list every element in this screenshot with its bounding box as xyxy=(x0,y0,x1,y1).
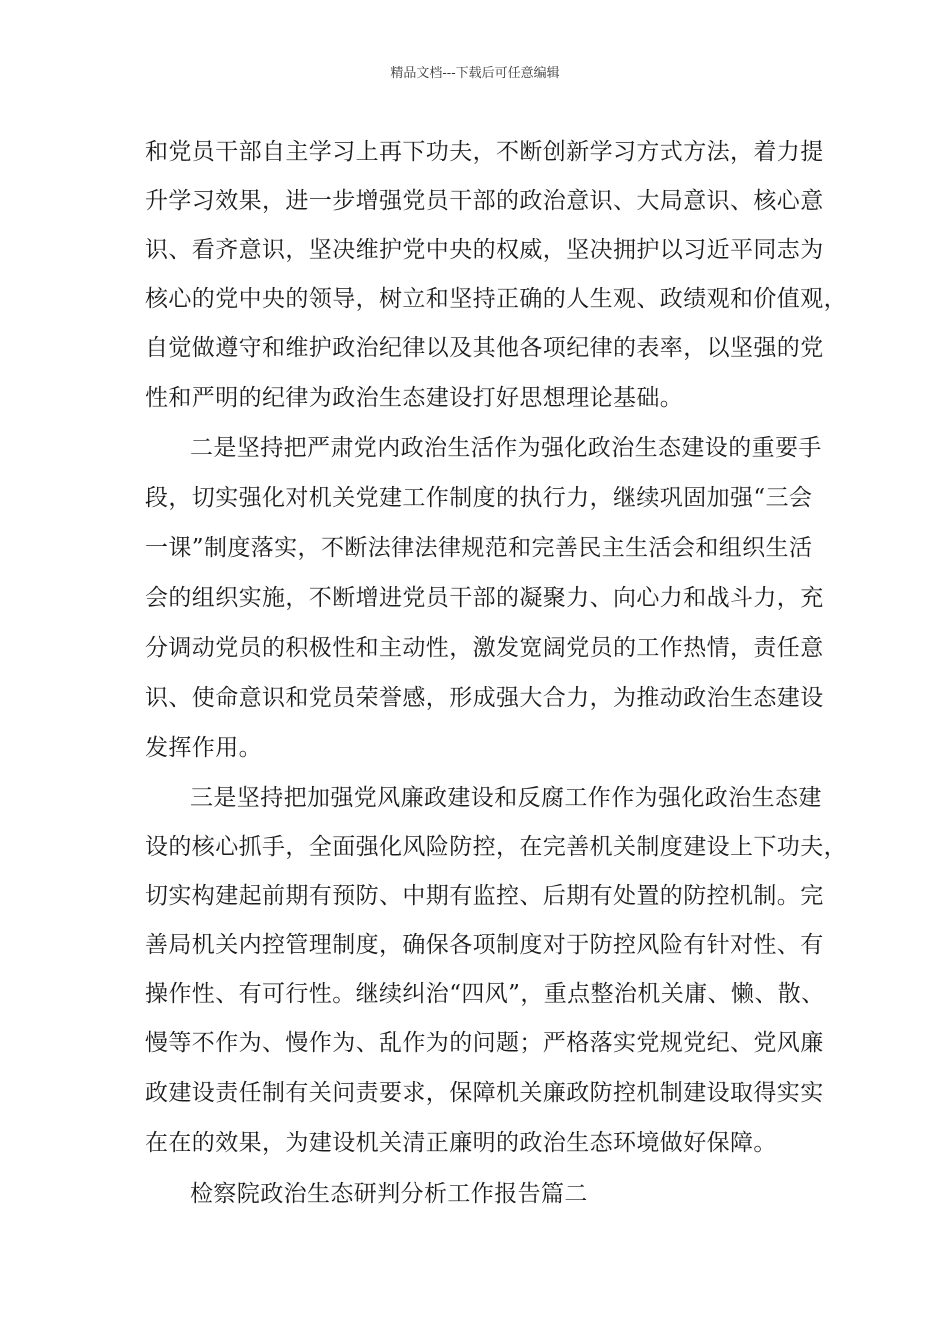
text-line: 慢等不作为、慢作为、乱作为的问题；严格落实党规党纪、党风廉 xyxy=(145,1030,824,1056)
text-line: 自觉做遵守和维护政治纪律以及其他各项纪律的表率，以坚强的党 xyxy=(145,335,824,361)
page-header: 精品文档---下载后可任意编辑 xyxy=(390,66,560,81)
text-line: 识、看齐意识，坚决维护党中央的权威，坚决拥护以习近平同志为 xyxy=(145,237,824,263)
text-line: 会的组织实施，不断增进党员干部的凝聚力、向心力和战斗力，充 xyxy=(145,585,824,611)
text-line: 分调动党员的积极性和主动性，激发宽阔党员的工作热情，责任意 xyxy=(145,635,824,661)
text-line: 核心的党中央的领导，树立和坚持正确的人生观、政绩观和价值观， xyxy=(145,286,847,312)
text-line: 识、使命意识和党员荣誉感，形成强大合力，为推动政治生态建设 xyxy=(145,685,824,711)
text-line: 发挥作用。 xyxy=(145,735,262,761)
text-line: 和党员干部自主学习上再下功夫，不断创新学习方式方法，着力提 xyxy=(145,139,824,165)
text-line: 二是坚持把严肃党内政治生活作为强化政治生态建设的重要手 xyxy=(190,435,822,461)
text-line: 政建设责任制有关问责要求，保障机关廉政防控机制建设取得实实 xyxy=(145,1080,824,1106)
text-line: 三是坚持把加强党风廉政建设和反腐工作作为强化政治生态建 xyxy=(190,785,822,811)
text-line: 性和严明的纪律为政治生态建设打好思想理论基础。 xyxy=(145,385,684,411)
text-line: 操作性、有可行性。继续纠治“四风”，重点整治机关庸、懒、散、 xyxy=(145,981,825,1007)
text-line: 段，切实强化对机关党建工作制度的执行力，继续巩固加强“三会 xyxy=(145,485,813,511)
section-heading: 检察院政治生态研判分析工作报告篇二 xyxy=(190,1181,588,1207)
text-line: 善局机关内控管理制度，确保各项制度对于防控风险有针对性、有 xyxy=(145,932,824,958)
text-line: 设的核心抓手，全面强化风险防控，在完善机关制度建设上下功夫， xyxy=(145,834,847,860)
text-line: 一课”制度落实，不断法律法律规范和完善民主生活会和组织生活 xyxy=(145,535,813,561)
text-line: 在在的效果，为建设机关清正廉明的政治生态环境做好保障。 xyxy=(145,1130,777,1156)
text-line: 升学习效果，进一步增强党员干部的政治意识、大局意识、核心意 xyxy=(145,188,824,214)
text-line: 切实构建起前期有预防、中期有监控、后期有处置的防控机制。完 xyxy=(145,883,824,909)
